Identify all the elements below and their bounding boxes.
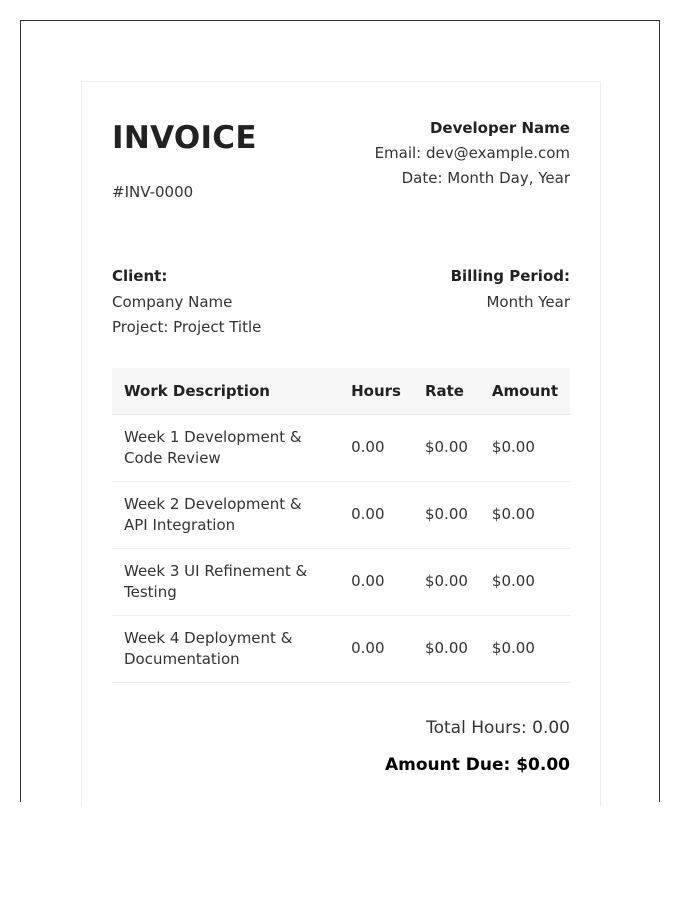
- table-row: [112, 615, 570, 682]
- table-row: [112, 414, 570, 481]
- billing-period-value: Month Year: [486, 292, 570, 311]
- totals-section: [385, 715, 570, 778]
- row-description: Week 2 Development & API Integration: [112, 481, 339, 548]
- row-amount: $0.00: [480, 481, 570, 548]
- invoice-title: INVOICE: [112, 120, 257, 156]
- invoice-card: [81, 81, 601, 806]
- invoice-date: Date: Month Day, Year: [401, 169, 570, 187]
- header-amount: Amount: [480, 368, 570, 414]
- row-rate: $0.00: [413, 481, 480, 548]
- header-work-description: Work Description: [112, 368, 339, 414]
- client-label: Client:: [112, 267, 168, 285]
- table-header-row: [112, 368, 570, 414]
- header-hours: Hours: [339, 368, 413, 414]
- row-amount: $0.00: [480, 548, 570, 615]
- row-hours: 0.00: [339, 414, 413, 481]
- invoice-number: #INV-0000: [112, 183, 194, 201]
- work-table: [112, 368, 570, 683]
- table-row: [112, 548, 570, 615]
- developer-info: [375, 116, 570, 191]
- row-hours: 0.00: [339, 481, 413, 548]
- header-rate: Rate: [413, 368, 480, 414]
- row-amount: $0.00: [480, 414, 570, 481]
- row-hours: 0.00: [339, 615, 413, 682]
- amount-due: Amount Due: $0.00: [384, 755, 570, 775]
- billing-info: [451, 264, 570, 315]
- row-amount: $0.00: [480, 615, 570, 682]
- row-hours: 0.00: [339, 548, 413, 615]
- row-rate: $0.00: [413, 414, 480, 481]
- row-description: Week 1 Development & Code Review: [112, 414, 339, 481]
- total-hours: Total Hours: 0.00: [426, 718, 570, 738]
- row-description: Week 3 UI Refinement & Testing: [112, 548, 339, 615]
- row-rate: $0.00: [413, 615, 480, 682]
- table-row: [112, 481, 570, 548]
- row-description: Week 4 Deployment & Documentation: [112, 615, 339, 682]
- client-info: [112, 264, 261, 341]
- billing-period-label: Billing Period:: [450, 267, 570, 285]
- client-company: Company Name: [112, 292, 233, 311]
- developer-name: Developer Name: [429, 119, 570, 137]
- row-rate: $0.00: [413, 548, 480, 615]
- developer-email: Email: dev@example.com: [374, 144, 570, 162]
- client-project: Project: Project Title: [112, 318, 262, 336]
